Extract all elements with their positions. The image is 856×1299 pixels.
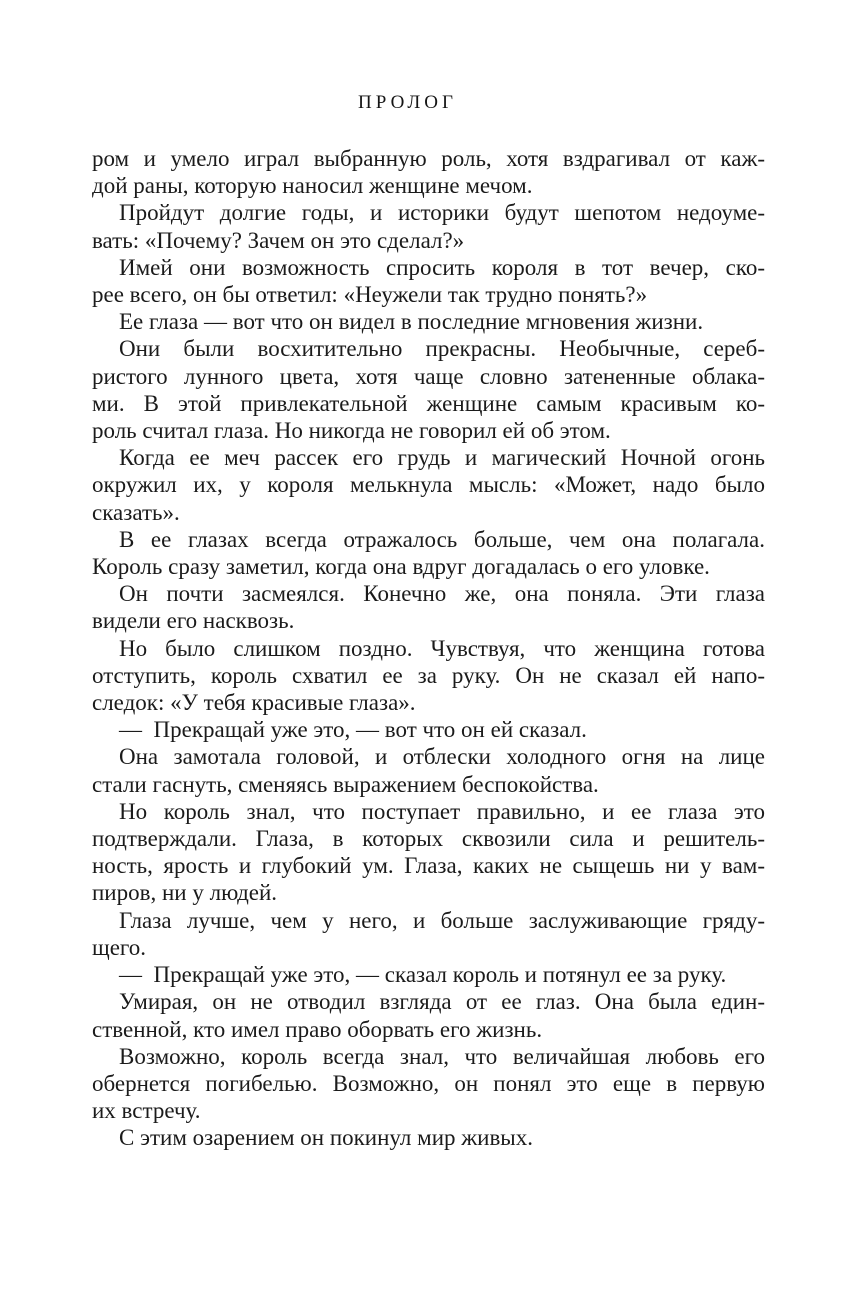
text-line: рее всего, он бы ответил: «Неужели так трудно понять?» [92,282,648,308]
paragraph [92,961,765,988]
text-line: С этим озарением он покинул мир живых. [119,1125,534,1151]
text-line: Но король знал, что поступает правильно, и ее глаза это [119,798,765,824]
text-line: Возможно, король всегда знал, что величайшая любовь его [119,1043,765,1069]
text-line: Она замотала головой, и отблески холодного огня на лице [119,744,765,770]
text-line: отступить, король схватил ее за руку. Он не сказал ей напо- [92,662,765,688]
text-line: Они были восхитительно прекрасны. Необычные, сереб- [119,336,765,362]
text-line: следок: «У тебя красивые глаза». [92,690,416,716]
paragraph [92,199,765,253]
paragraph [92,1124,765,1151]
paragraph [92,526,765,580]
text-line: Когда ее меч рассек его грудь и магический Ночной огонь [119,445,765,471]
paragraph [92,335,765,444]
text-line: ственной, кто имел право оборвать его жизнь. [92,1016,543,1042]
text-line: Умирая, он не отводил взгляда от ее глаз. Она была един- [119,989,765,1015]
paragraph [92,145,765,199]
text-line: Пройдут долгие годы, и историки будут шепотом недоуме- [119,200,765,226]
text-line: ристого лунного цвета, хотя чаще словно затененные облака- [92,363,765,389]
paragraph [92,907,765,961]
text-line: Но было слишком поздно. Чувствуя, что женщина готова [119,635,765,661]
text-line: Король сразу заметил, когда она вдруг догадалась о его уловке. [92,554,710,580]
text-line: подтверждали. Глаза, в которых сквозили сила и решитель- [92,826,765,852]
text-line: Ее глаза — вот что он видел в последние мгновения жизни. [119,309,704,335]
text-line: пиров, ни у людей. [92,880,278,906]
text-line: В ее глазах всегда отражалось больше, чем она полагала. [119,526,765,552]
text-line: их встречу. [92,1098,201,1124]
text-line: — Прекращай уже это, — сказал король и потянул ее за руку. [119,962,727,988]
text-line: сказать». [92,499,180,525]
text-line: ми. В этой привлекательной женщине самым красивым ко- [92,390,765,416]
text-line: щего. [92,934,147,960]
text-line: дой раны, которую наносил женщине мечом. [92,173,533,199]
text-line: вать: «Почему? Зачем он это сделал?» [92,227,465,253]
text-line: Глаза лучше, чем у него, и больше заслуживающие гряду- [119,907,765,933]
text-line: — Прекращай уже это, — вот что он ей сказал. [119,717,587,743]
paragraph [92,580,765,634]
paragraph [92,988,765,1042]
text-line: видели его насквозь. [92,608,295,634]
text-line: стали гаснуть, сменяясь выражением беспокойства. [92,771,599,797]
paragraph [92,254,765,308]
paragraph [92,743,765,797]
chapter-title: ПРОЛОГ [358,92,457,113]
paragraph [92,716,765,743]
paragraph [92,798,765,907]
text-line: Имей они возможность спросить короля в тот вечер, ско- [119,254,765,280]
paragraph [92,308,765,335]
text-line: Он почти засмеялся. Конечно же, она поняла. Эти глаза [119,581,765,607]
page-body [92,145,765,1152]
text-line: ром и умело играл выбранную роль, хотя вздрагивал от каж- [92,146,765,171]
text-line: окружил их, у короля мелькнула мысль: «Может, надо было [92,472,765,498]
paragraph [92,635,765,717]
paragraph [92,1043,765,1125]
paragraph [92,444,765,526]
text-line: роль считал глаза. Но никогда не говорил ей об этом. [92,418,611,444]
text-line: обернется погибелью. Возможно, он понял это еще в первую [92,1070,765,1096]
text-line: ность, ярость и глубокий ум. Глаза, каких не сыщешь ни у вам- [92,853,765,879]
